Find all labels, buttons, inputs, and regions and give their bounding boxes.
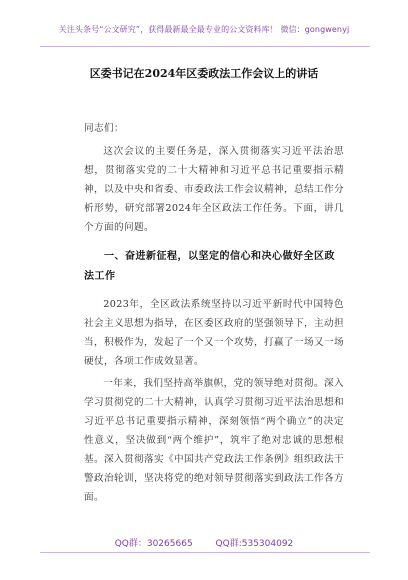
- header-banner: 关注头条号“公文研究”，获得最新最全最专业的公文资料库！ 微信：gongwenyj: [58, 25, 350, 34]
- header-divider: [40, 46, 370, 47]
- section-heading-1: 一、奋进新征程，以坚定的信心和决心做好全区政法工作: [84, 251, 335, 282]
- paragraph-3: 一年来，我们坚持高举旗帜，党的领导绝对贯彻。深入学习贯彻党的二十大精神，认真学习贯彻习近平法治思想和习近平总书记重要指示精神，深刻领悟“两个确立”的决定性意义，坚决做到“两个维护”，筑牢了绝对忠诚的思想根基。深入贯彻落实《中国共产党政法工作条例》组织政法干警政治轮训，坚决将党的绝对领导贯彻落实到政法工作各方面。: [84, 378, 344, 503]
- footer-divider: [40, 552, 370, 553]
- paragraph-1: 这次会议的主要任务是，深入贯彻落实习近平法治思想，贯彻落实党的二十大精神和习近平总书记重要指示精神，以及中央和省委、市委政法工作会议精神，总结工作分析形势，研究部署2024年全区政法工作任务。下面，讲几个方面的问题。: [84, 146, 344, 233]
- paragraph-2: 2023年，全区政法系统坚持以习近平新时代中国特色社会主义思想为指导，在区委区政府的坚强领导下，主动担当，积极作为，发起了一个又一个攻势，打赢了一场又一场硬仗，各项工作成效显著。: [84, 299, 344, 367]
- footer-contacts: [0, 536, 408, 549]
- footer-qq-group-2: QQ群:535304092: [215, 539, 294, 549]
- footer-qq-group-1: QQ群：30265665: [114, 539, 193, 549]
- salutation: 同志们：: [84, 123, 124, 134]
- document-title: 区委书记在2024年区委政法工作会议上的讲话: [89, 67, 319, 80]
